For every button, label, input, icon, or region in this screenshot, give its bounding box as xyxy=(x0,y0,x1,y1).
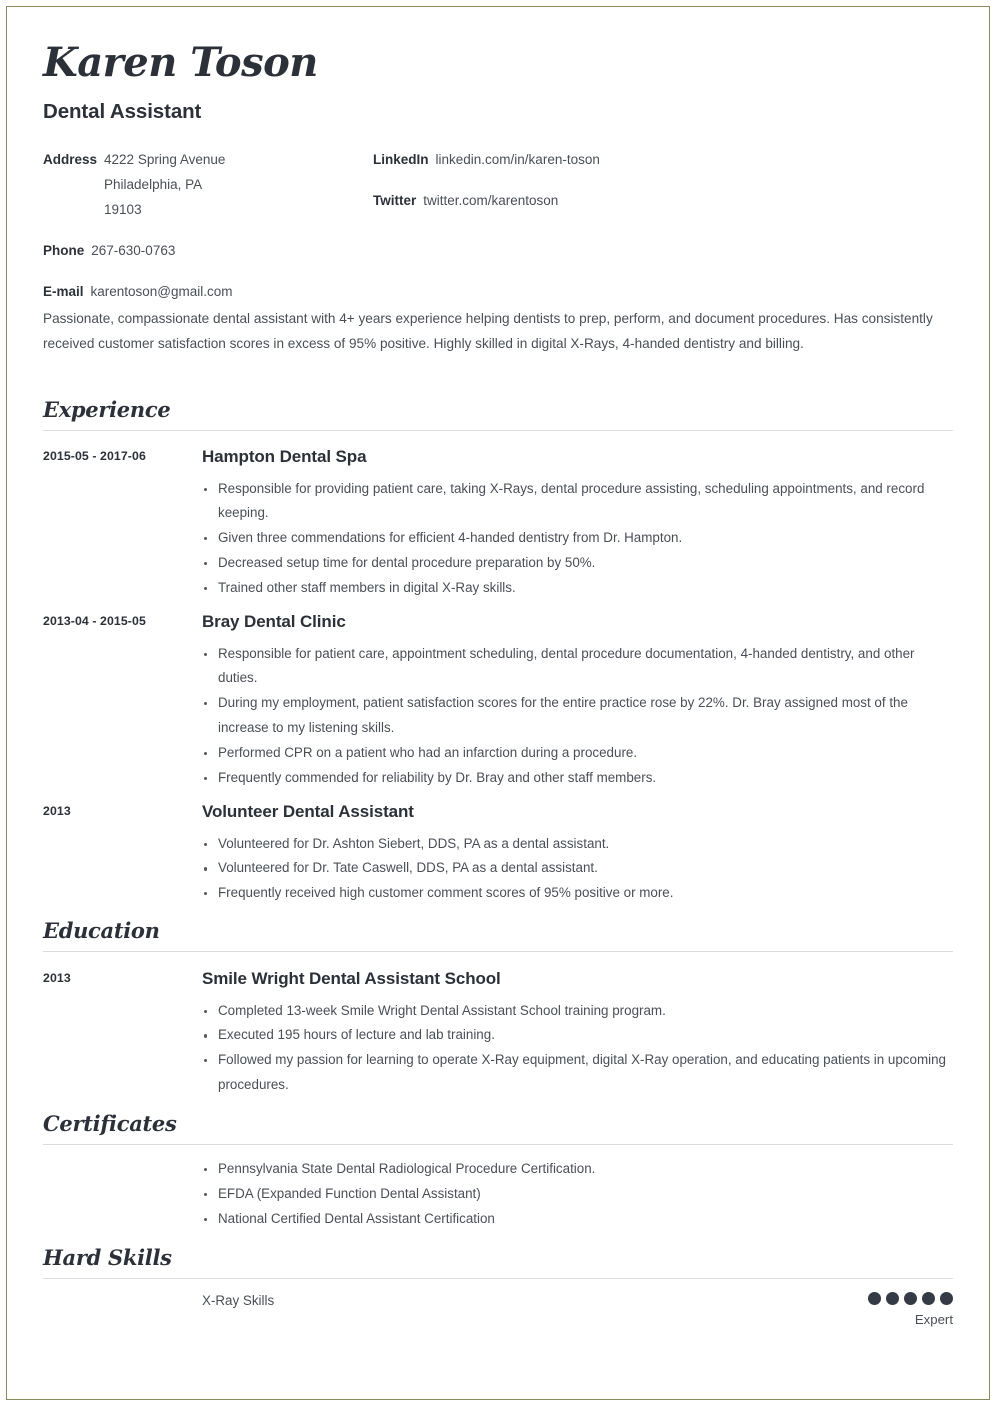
section-divider-hard-skills xyxy=(43,1278,953,1279)
contact-column-left xyxy=(43,147,393,304)
contact-value-linkedin[interactable]: linkedin.com/in/karen-toson xyxy=(435,152,600,167)
contact-row-address xyxy=(43,147,393,222)
entry-body xyxy=(202,612,953,790)
bullet-item: Volunteered for Dr. Ashton Siebert, DDS, PA as a dental assistant. xyxy=(202,832,953,857)
bullet-item: Responsible for patient care, appointment scheduling, dental procedure documentation, 4-handed dentistry, and other duties. xyxy=(202,642,953,692)
experience-entry xyxy=(43,447,953,601)
bullet-item: Frequently commended for reliability by Dr. Bray and other staff members. xyxy=(202,766,953,791)
bullet-item: Decreased setup time for dental procedure preparation by 50%. xyxy=(202,551,953,576)
rating-dot-filled xyxy=(904,1292,917,1305)
contact-value-address xyxy=(104,147,225,222)
entry-body xyxy=(202,969,953,1098)
section-title-certificates: Certificates xyxy=(43,1111,177,1136)
entry-organization: Smile Wright Dental Assistant School xyxy=(202,969,501,988)
entry-date: 2013 xyxy=(43,971,71,985)
bullet-item: Trained other staff members in digital X-Ray skills. xyxy=(202,576,953,601)
skill-level-label: Expert xyxy=(914,1312,953,1327)
contact-label-email: E-mail xyxy=(43,284,84,299)
bullet-item: Executed 195 hours of lecture and lab training. xyxy=(202,1023,953,1048)
contact-row-phone xyxy=(43,238,393,263)
experience-entry xyxy=(43,802,953,906)
rating-dot-filled xyxy=(922,1292,935,1305)
contact-row-linkedin xyxy=(373,147,793,172)
bullet-item: Completed 13-week Smile Wright Dental Assistant School training program. xyxy=(202,999,953,1024)
contact-column-right xyxy=(373,147,793,213)
resume-page-frame xyxy=(6,6,990,1400)
resume-document xyxy=(7,7,989,1399)
experience-entry xyxy=(43,612,953,790)
contact-label-linkedin: LinkedIn xyxy=(373,152,429,167)
contact-value-phone: 267-630-0763 xyxy=(91,243,176,258)
bullet-item: Frequently received high customer comment scores of 95% positive or more. xyxy=(202,881,953,906)
entry-bullet-list xyxy=(202,999,953,1098)
entry-date: 2013-04 - 2015-05 xyxy=(43,614,146,628)
address-line-3: 19103 xyxy=(104,202,142,217)
contact-value-email[interactable]: karentoson@gmail.com xyxy=(90,284,233,299)
contact-row-twitter xyxy=(373,188,793,213)
bullet-item: Volunteered for Dr. Tate Caswell, DDS, PA as a dental assistant. xyxy=(202,856,953,881)
candidate-job-title: Dental Assistant xyxy=(43,100,202,123)
professional-summary: Passionate, compassionate dental assistant with 4+ years experience helping dentists to prep, perform, and document procedures. Has consistently received customer satisfaction scores in excess of 95% positive. Highly skilled in digital X-Rays, 4-handed dentistry and billing. xyxy=(43,311,933,351)
entry-date: 2013 xyxy=(43,804,71,818)
entry-body xyxy=(202,447,953,601)
contact-label-address: Address xyxy=(43,152,98,167)
rating-dot-filled xyxy=(886,1292,899,1305)
certificates-entry xyxy=(43,1157,953,1231)
candidate-name: Karen Toson xyxy=(43,39,318,86)
section-divider-education xyxy=(43,951,953,952)
section-header-certificates xyxy=(43,1113,953,1145)
entry-bullet-list xyxy=(202,832,953,906)
section-header-experience xyxy=(43,399,953,431)
section-divider-experience xyxy=(43,430,953,431)
entry-body xyxy=(202,1157,953,1231)
entry-organization: Bray Dental Clinic xyxy=(202,612,346,631)
certificate-bullet-list xyxy=(202,1157,953,1231)
rating-dot-filled xyxy=(940,1292,953,1305)
section-title-hard-skills: Hard Skills xyxy=(43,1245,172,1270)
skill-name: X-Ray Skills xyxy=(202,1293,275,1308)
section-header-education xyxy=(43,920,953,952)
bullet-item: Performed CPR on a patient who had an infarction during a procedure. xyxy=(202,741,953,766)
rating-dot-filled xyxy=(868,1292,881,1305)
address-line-2: Philadelphia, PA xyxy=(104,177,203,192)
bullet-item: EFDA (Expanded Function Dental Assistant) xyxy=(202,1182,953,1207)
contact-label-phone: Phone xyxy=(43,243,85,258)
skill-rating xyxy=(868,1291,953,1328)
entry-organization: Hampton Dental Spa xyxy=(202,447,367,466)
contact-label-twitter: Twitter xyxy=(373,193,417,208)
contact-row-email xyxy=(43,279,393,304)
bullet-item: Followed my passion for learning to operate X-Ray equipment, digital X-Ray operation, and educating patients in upcoming procedures. xyxy=(202,1048,953,1098)
contact-value-twitter[interactable]: twitter.com/karentoson xyxy=(423,193,559,208)
bullet-item: During my employment, patient satisfaction scores for the entire practice rose by 22%. Dr. Bray assigned most of the increase to my listening skills. xyxy=(202,691,953,741)
section-title-experience: Experience xyxy=(43,397,171,422)
bullet-item: National Certified Dental Assistant Certification xyxy=(202,1207,953,1232)
bullet-item: Pennsylvania State Dental Radiological Procedure Certification. xyxy=(202,1157,953,1182)
skill-rating-dots xyxy=(868,1291,953,1306)
education-entry xyxy=(43,969,953,1098)
entry-bullet-list xyxy=(202,477,953,601)
entry-date: 2015-05 - 2017-06 xyxy=(43,449,146,463)
section-divider-certificates xyxy=(43,1144,953,1145)
bullet-item: Responsible for providing patient care, taking X-Rays, dental procedure assisting, scheduling appointments, and record keeping. xyxy=(202,477,953,527)
entry-bullet-list xyxy=(202,642,953,791)
section-header-hard-skills xyxy=(43,1247,953,1279)
entry-body xyxy=(202,802,953,906)
address-line-1: 4222 Spring Avenue xyxy=(104,152,226,167)
entry-organization: Volunteer Dental Assistant xyxy=(202,802,414,821)
bullet-item: Given three commendations for efficient 4-handed dentistry from Dr. Hampton. xyxy=(202,526,953,551)
section-title-education: Education xyxy=(43,918,160,943)
